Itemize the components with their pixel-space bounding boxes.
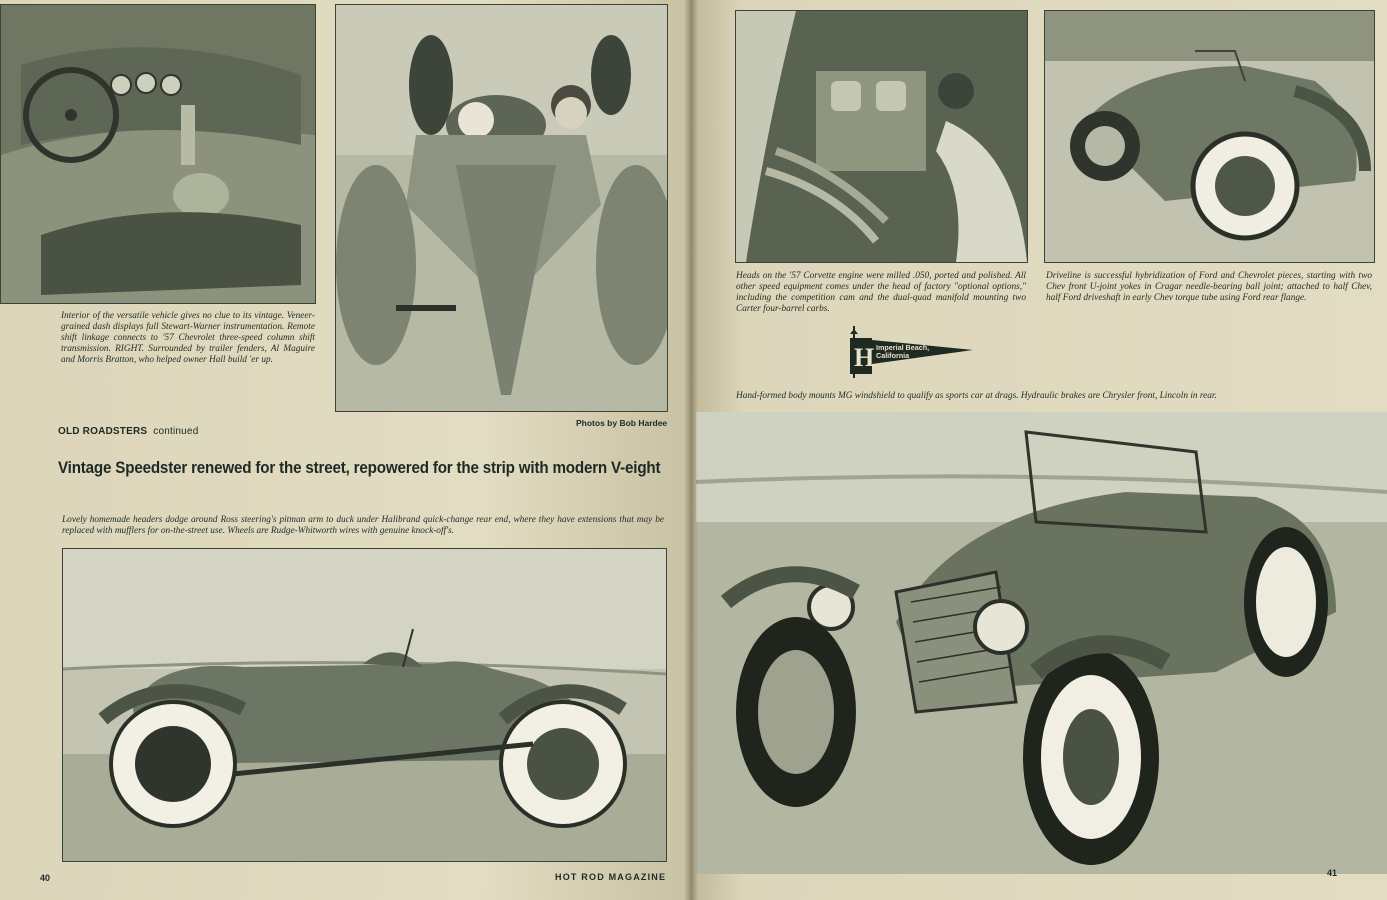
pennant-line-1: Imperial Beach,	[876, 343, 930, 352]
magazine-name: HOT ROD MAGAZINE	[555, 872, 667, 882]
side-view-illustration	[63, 549, 666, 861]
rear-view-illustration	[1045, 11, 1374, 262]
photo-side-view	[62, 548, 667, 862]
photo-interior-dashboard	[0, 4, 316, 304]
left-page	[0, 0, 690, 900]
section-continued: continued	[153, 426, 199, 437]
section-label-text: OLD ROADSTERS	[58, 426, 148, 437]
photo-builders-with-car	[335, 4, 668, 412]
pennant-line-2: California	[876, 351, 910, 360]
caption-body: Hand-formed body mounts MG windshield to qualify as sports car at drags. Hydraulic brakes are Chrysler front, Lincoln in rear.	[736, 391, 1217, 401]
builders-illustration	[336, 5, 667, 411]
caption-engine: Heads on the '57 Corvette engine were milled .050, ported and polished. All other speed equipment comes under the head of factory "optional options," including the competition cam and the dual-quad manifold mounting two Carter four-barrel carbs.	[736, 271, 1026, 314]
photo-engine	[735, 10, 1028, 263]
article-headline: Vintage Speedster renewed for the street, repowered for the strip with modern V-eight	[58, 459, 661, 477]
photo-rear-three-quarter	[1044, 10, 1375, 263]
section-label	[58, 426, 198, 437]
page-number-right: 41	[1327, 868, 1338, 878]
caption-driveline: Driveline is successful hybridization of Ford and Chevrolet pieces, starting with two Chev front U-joint yokes in Cragar needle-bearing ball joint; attached to half Chev, half Ford driveshaft in early Chev torque tube using Ford rear flange.	[1046, 271, 1372, 303]
front-view-illustration	[696, 412, 1387, 874]
interior-illustration	[1, 5, 315, 303]
page-gutter	[684, 0, 698, 900]
location-pennant	[848, 326, 973, 378]
caption-interior: Interior of the versatile vehicle gives no clue to its vintage. Veneer-grained dash displays full Stewart-Warner instrumentation. Remote shift linkage connects to '57 Chevrolet three-speed column shift transmission. RIGHT. Surrounded by trailer fenders, Al Maguire and Morris Bratton, who helped owner Hall build 'er up.	[61, 311, 315, 365]
caption-headers: Lovely homemade headers dodge around Ross steering's pitman arm to duck under Halibrand quick-change rear end, where they have extensions that may be replaced with mufflers for on-the-street use. Wheels are Rudge-Whitworth wires with genuine knock-off's.	[62, 515, 664, 536]
engine-illustration	[736, 11, 1027, 262]
right-page	[690, 0, 1387, 900]
page-number-left: 40	[40, 873, 51, 883]
pennant-text	[876, 344, 929, 360]
photo-front-three-quarter	[696, 412, 1387, 874]
photo-credit: Photos by Bob Hardee	[576, 418, 668, 428]
svg-text:H: H	[854, 343, 875, 372]
